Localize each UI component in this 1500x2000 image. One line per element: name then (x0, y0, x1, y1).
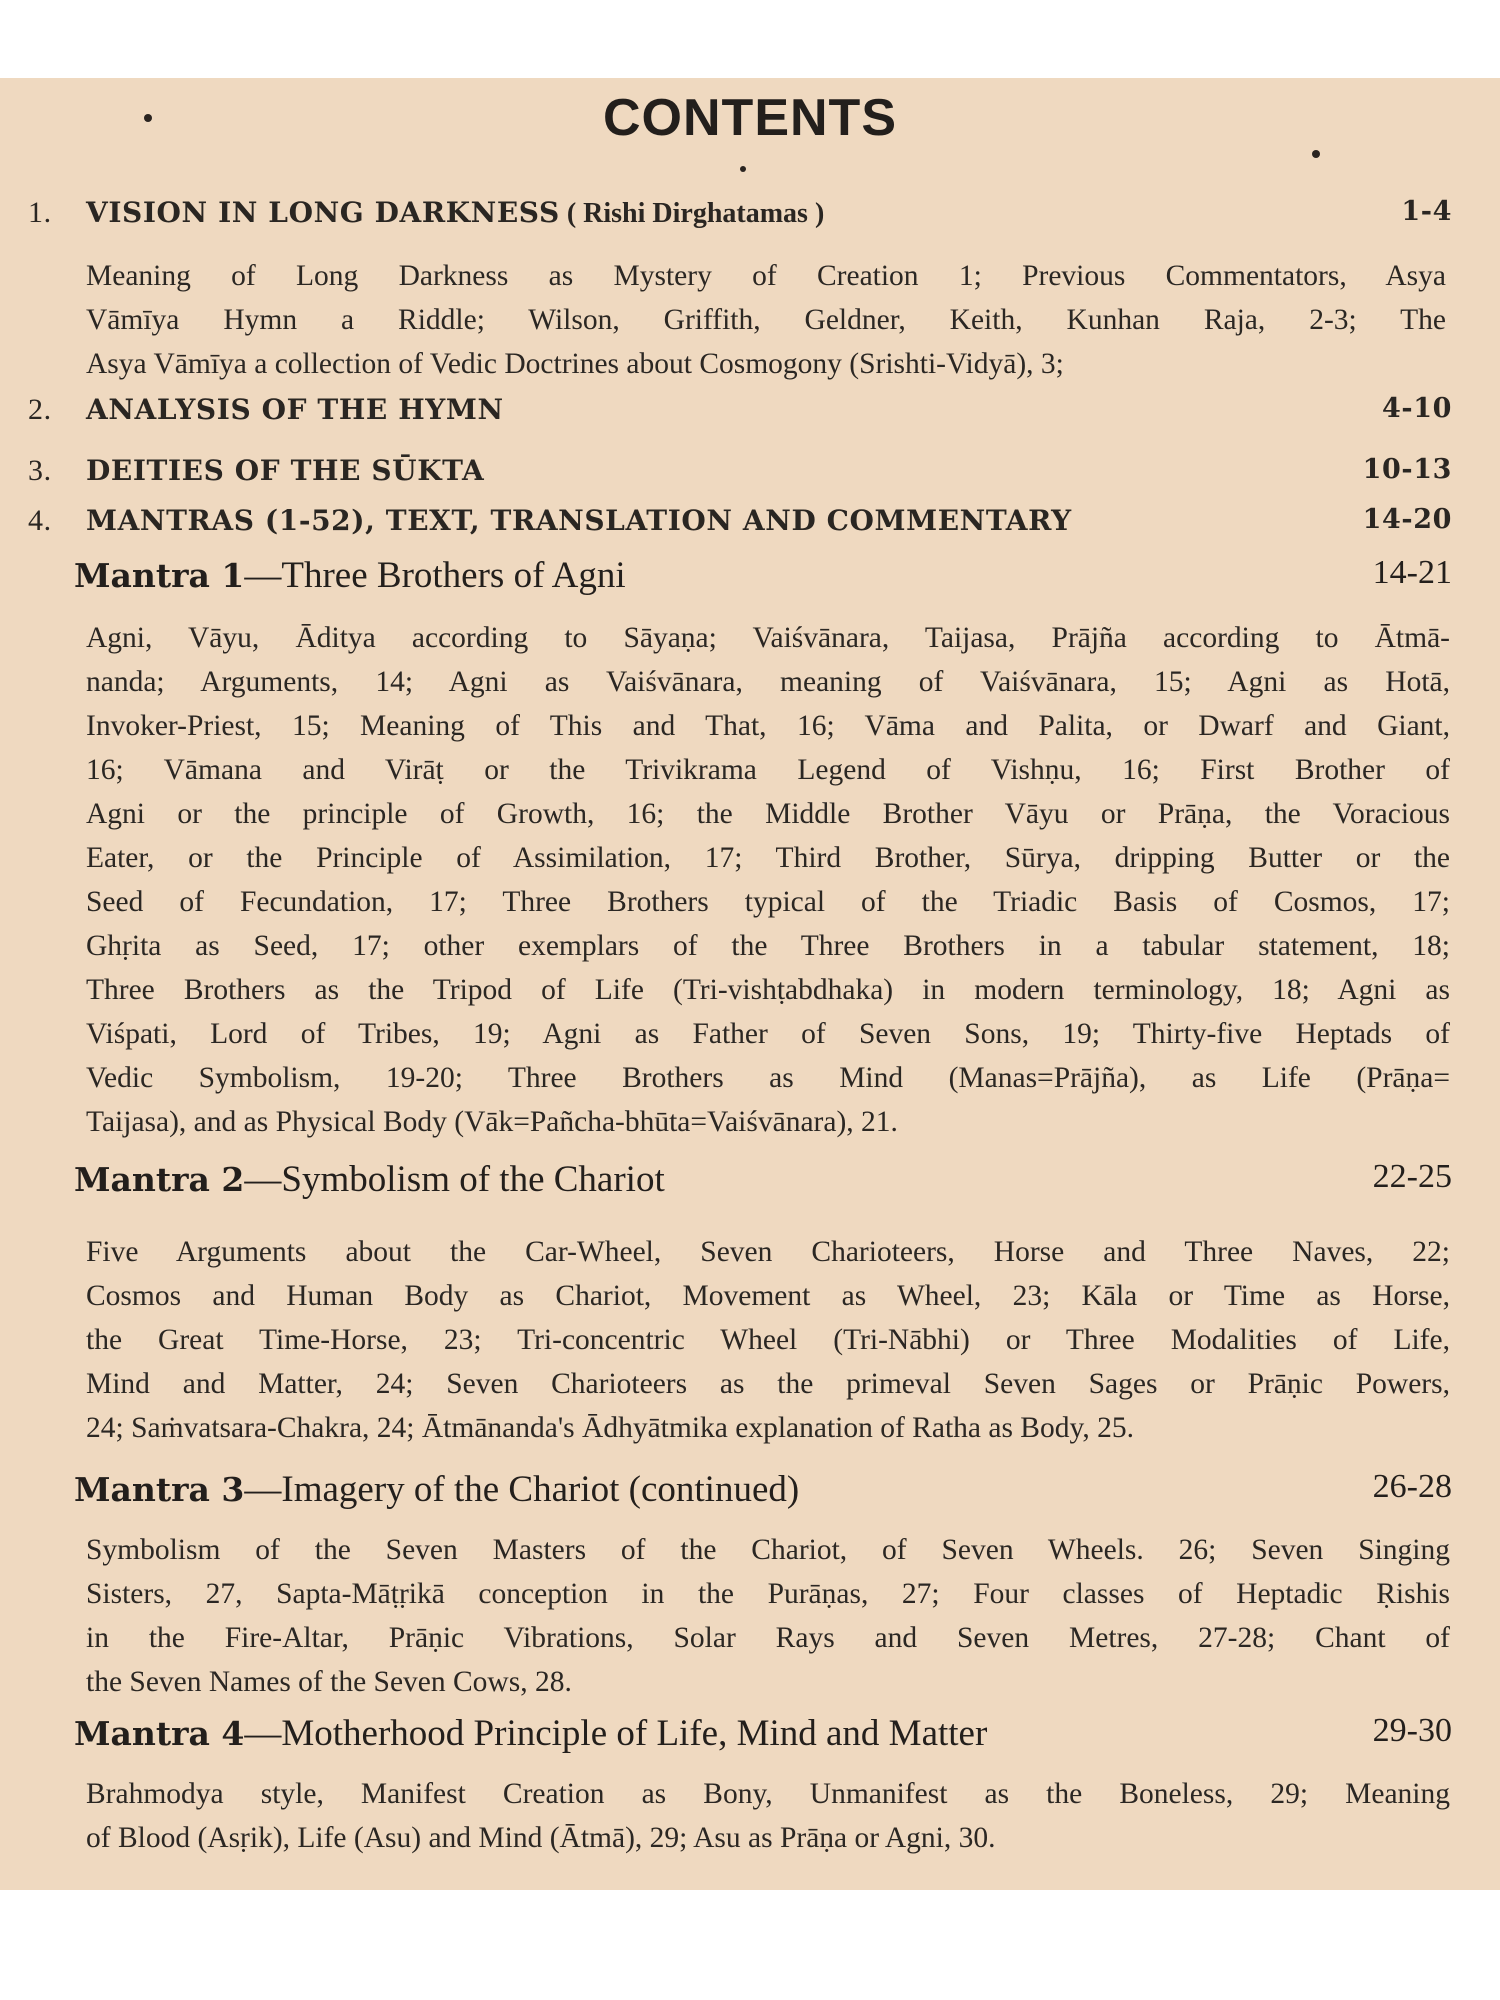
mantra-pages: 29-30 (1372, 1712, 1452, 1749)
summary-line: in the Fire-Altar, Prāṇic Vibrations, Solar Rays and Seven Metres, 27-28; Chant of (86, 1622, 1450, 1654)
summary-line: Vāmīya Hymn a Riddle; Wilson, Griffith, Geldner, Keith, Kunhan Raja, 2-3; The (86, 304, 1446, 336)
section-number: 4. (28, 504, 52, 537)
ink-speck (740, 166, 746, 172)
ink-speck (1312, 150, 1320, 158)
summary-line: Sisters, 27, Sapta-Māṭṛikā conception in the Purāṇas, 27; Four classes of Heptadic Ṛishis (86, 1578, 1450, 1610)
mantra-1-summary (86, 616, 1450, 1144)
mantra-title: —Motherhood Principle of Life, Mind and Matter (244, 1713, 988, 1754)
mantra-2-heading (74, 1158, 1452, 1206)
summary-line: nanda; Arguments, 14; Agni as Vaiśvānara, meaning of Vaiśvānara, 15; Agni as Hotā, (86, 666, 1450, 698)
summary-line: Taijasa), and as Physical Body (Vāk=Pañcha-bhūta=Vaiśvānara), 21. (86, 1106, 898, 1138)
summary-line: 16; Vāmana and Virāṭ or the Trivikrama Legend of Vishṇu, 16; First Brother of (86, 754, 1450, 786)
summary-line: Seed of Fecundation, 17; Three Brothers typical of the Triadic Basis of Cosmos, 17; (86, 886, 1450, 918)
mantra-title: —Three Brothers of Agni (244, 555, 626, 596)
summary-line: Mind and Matter, 24; Seven Charioteers as the primeval Seven Sages or Prāṇic Powers, (86, 1368, 1450, 1400)
mantra-number: Mantra 3 (74, 1470, 245, 1509)
section-pages: 1-4 (1401, 196, 1452, 227)
section-title: DEITIES OF THE SŪKTA (86, 454, 485, 487)
toc-section-1 (28, 196, 1452, 240)
summary-line: the Seven Names of the Seven Cows, 28. (86, 1666, 572, 1698)
section-title: VISION IN LONG DARKNESS (86, 196, 560, 229)
contents-page (0, 78, 1500, 1890)
summary-line: the Great Time-Horse, 23; Tri-concentric Wheel (Tri-Nābhi) or Three Modalities of Life, (86, 1324, 1450, 1356)
section-pages: 10-13 (1362, 454, 1452, 485)
section-number: 1. (28, 196, 52, 229)
summary-line: Meaning of Long Darkness as Mystery of Creation 1; Previous Commentators, Asya (86, 260, 1446, 292)
section-label (86, 196, 824, 230)
section-number: 2. (28, 393, 52, 426)
section-subtitle: ( Rishi Dirghatamas ) (559, 198, 825, 229)
summary-line: Ghṛita as Seed, 17; other exemplars of the Three Brothers in a tabular statement, 18; (86, 930, 1450, 962)
summary-line: Vedic Symbolism, 19-20; Three Brothers as Mind (Manas=Prājña), as Life (Prāṇa= (86, 1062, 1450, 1094)
section-pages: 14-20 (1362, 504, 1452, 535)
summary-line: Symbolism of the Seven Masters of the Chariot, of Seven Wheels. 26; Seven Singing (86, 1534, 1450, 1566)
section-pages: 4-10 (1382, 393, 1452, 424)
summary-line: Invoker-Priest, 15; Meaning of This and That, 16; Vāma and Palita, or Dwarf and Giant, (86, 710, 1450, 742)
mantra-2-summary (86, 1230, 1450, 1450)
summary-line: Eater, or the Principle of Assimilation, 17; Third Brother, Sūrya, dripping Butter or the (86, 842, 1450, 874)
toc-section-2 (28, 393, 1452, 437)
summary-line: Five Arguments about the Car-Wheel, Seven Charioteers, Horse and Three Naves, 22; (86, 1236, 1450, 1268)
section-title: MANTRAS (1-52), TEXT, TRANSLATION AND COMMENTARY (86, 504, 1072, 537)
summary-line: Viśpati, Lord of Tribes, 19; Agni as Father of Seven Sons, 19; Thirty-five Heptads of (86, 1018, 1450, 1050)
book-page (0, 78, 1500, 1890)
mantra-4-heading (74, 1712, 1452, 1760)
mantra-3-heading (74, 1468, 1452, 1516)
toc-section-4 (28, 504, 1452, 548)
summary-line: Agni or the principle of Growth, 16; the Middle Brother Vāyu or Prāṇa, the Voracious (86, 798, 1450, 830)
mantra-pages: 22-25 (1372, 1158, 1452, 1195)
mantra-title: —Symbolism of the Chariot (244, 1159, 665, 1200)
section-1-summary (86, 254, 1446, 386)
mantra-number: Mantra 1 (74, 556, 245, 595)
summary-line: 24; Saṁvatsara-Chakra, 24; Ātmānanda's Ādhyātmika explanation of Ratha as Body, 25. (86, 1412, 1134, 1444)
mantra-1-heading (74, 554, 1452, 602)
summary-line: Agni, Vāyu, Āditya according to Sāyaṇa; Vaiśvānara, Taijasa, Prājña according to Ātmā- (86, 622, 1450, 654)
summary-line: Three Brothers as the Tripod of Life (Tri-vishṭabdhaka) in modern terminology, 18; Agni as (86, 974, 1450, 1006)
mantra-title: —Imagery of the Chariot (continued) (244, 1469, 800, 1510)
summary-line: Brahmodya style, Manifest Creation as Bony, Unmanifest as the Boneless, 29; Meaning (86, 1778, 1450, 1810)
mantra-4-summary (86, 1772, 1450, 1860)
mantra-number: Mantra 2 (74, 1160, 245, 1199)
page-title: CONTENTS (603, 89, 897, 147)
mantra-pages: 14-21 (1372, 554, 1452, 591)
summary-line: Asya Vāmīya a collection of Vedic Doctrines about Cosmogony (Srishti-Vidyā), 3; (86, 348, 1064, 380)
mantra-3-summary (86, 1528, 1450, 1704)
section-number: 3. (28, 454, 52, 487)
mantra-number: Mantra 4 (74, 1714, 245, 1753)
mantra-pages: 26-28 (1372, 1468, 1452, 1505)
summary-line: Cosmos and Human Body as Chariot, Movement as Wheel, 23; Kāla or Time as Horse, (86, 1280, 1450, 1312)
summary-line: of Blood (Asṛik), Life (Asu) and Mind (Ātmā), 29; Asu as Prāṇa or Agni, 30. (86, 1822, 996, 1854)
section-title: ANALYSIS OF THE HYMN (86, 393, 504, 426)
toc-section-3 (28, 454, 1452, 498)
